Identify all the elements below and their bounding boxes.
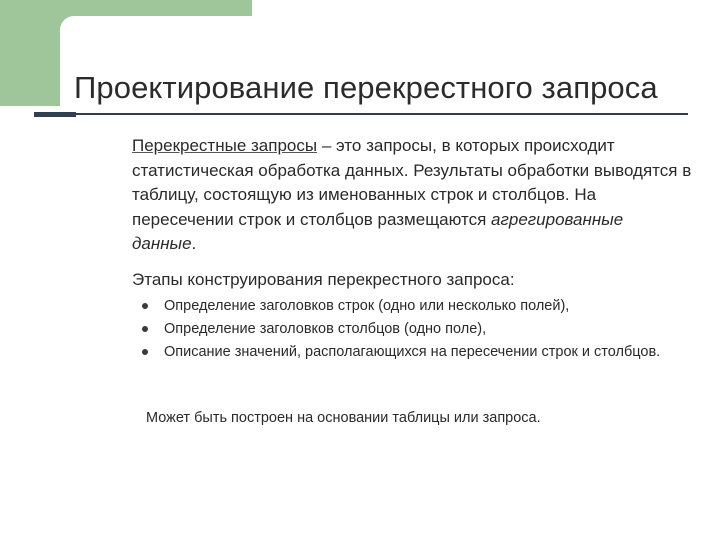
stages-heading: Этапы конструирования перекрестного запроса: — [132, 270, 515, 289]
definition-term: Перекрестные запросы — [132, 136, 318, 155]
footer-note: Может быть построен на основании таблицы или запроса. — [146, 410, 541, 426]
bullet-icon — [142, 303, 148, 309]
title-rule — [72, 113, 688, 115]
bullet-icon — [142, 326, 148, 332]
stage-text: Определение заголовков строк (одно или несколько полей), — [164, 298, 570, 314]
stage-text: Описание значений, располагающихся на пересечении строк и столбцов. — [164, 344, 661, 360]
definition-text: – это запросы, в которых происходит статистическая обработка данных. Результаты обработки выводятся в таблицу, состоящую из именованных строк и столбцов. На пересечении строк и столбцов размещаются — [132, 136, 692, 229]
stages-list — [142, 295, 662, 364]
definition-emphasis: агрегированные данные — [132, 209, 624, 253]
stage-item — [142, 341, 662, 364]
stage-item — [142, 318, 662, 341]
stage-text: Определение заголовков столбцов (одно поле), — [164, 321, 487, 337]
stage-item — [142, 295, 662, 318]
title-rule-accent — [34, 112, 76, 117]
definition-end: . — [191, 234, 197, 253]
definition-paragraph — [132, 134, 692, 257]
slide-title: Проектирование перекрестного запроса — [74, 70, 658, 105]
bullet-icon — [142, 349, 148, 355]
